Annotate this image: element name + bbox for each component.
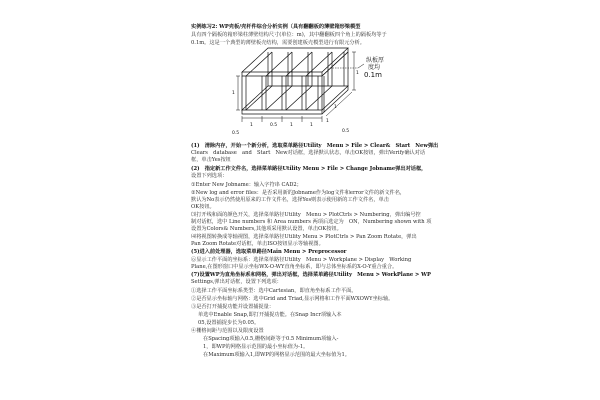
spacing-line-3: 在Maximum项输入1,即WP的网格显示范围的最大坐标值为1。 [203,352,350,358]
step-line-14: Pan Zoom Rotate对话框，单击ISO按钮显示等轴视图。 [191,241,324,247]
figure-label-line-1: 纵板厚 [366,57,385,64]
step-line-15: (5)进入前处理器，选取菜单路径Main Menu > Preprocessor [191,249,347,255]
step-line-19: Settings,弹出对话框，设置下列选项： [191,279,282,285]
intro-line-2: 具有四个隔板的箱形梁柱薄壁结构尺寸(单位：m)，其中翻翻板四个角上的隔板均等于 [191,32,387,38]
step-line-11: 制对话框，选中 Line numbers 和 Area numbers 两项后选定为 ON，Numbering shown with 项 [191,219,432,225]
dim-label-5: 1 [334,105,337,110]
step-line-17: Plane,在图形窗口中显示坐标WX-O-WY直角坐标系，即与总体坐标系的X-O-Y重合重合。 [191,264,398,270]
step-line-8: 默认为No表示仍然使用原来的工作文件名，选择Yes则表示使用新的工作文件名，单击 [191,197,389,203]
intro-line-1: 实例练习2: WP壳板/壳杆件综合分析实例（具有翻翻板的薄壁箱形梁模型 [191,24,361,30]
figure-label-line-2: 度均 [368,64,381,71]
step-line-16: ⑥显示工作平面的坐标系：选择菜单路径Utility Menu > Workplane > Display Working [191,257,412,263]
step-line-7: ②New log and error files：是否采用新的Jobname作为log文件和error文件的新文件名， [191,190,406,196]
step-line-3: 框，单击Yes按钮 [191,157,231,163]
step-line-22: ③是否打开捕捉功能并设置捕捉量： [191,304,275,310]
dim-label-7: 1 [232,91,235,96]
step-line-21: ②是否显示坐标轴与网格：选中Grid and Triad,显示网格和工作平面WXOWY坐标轴。 [191,296,394,302]
spacing-line-2: 1，即WP的网格显示范围的最小坐标值为-1。 [203,344,309,350]
intro-line-3: 0.1m。这是一个典型的薄壁板壳结构，需要创建板壳模型进行有限元分析。 [191,40,365,46]
step-line-12: 设置为Colors& Numbers,其他项采用默认设置，单击OK按钮。 [191,226,342,232]
step-line-9: OK按钮。 [191,204,215,210]
figure-label-line-3: 0.1m [364,71,382,79]
step-line-13: ⑷将视图转换成等轴视图，选择菜单路径Utility Menu > PlotCtrls > Pan Zoom Rotate，弹出 [191,234,417,240]
dim-label-9: 1 [326,119,329,124]
step-line-6: ①Enter New Jobname：输入字符串 CAD2； [191,182,302,188]
box-beam-figure [230,46,390,138]
dim-label-8: 0.5 [232,131,240,136]
step-line-18: (7)设置WP为直角坐标系和网格，弹出对话框，选择菜单路径Utility Menu > WorkPlane > WP [191,272,431,278]
dim-label-10: 0.5 [342,129,350,134]
step-line-2: Clears database and Start New对话框，选择默认状态，单击OK按钮，弹出Verify确认对话 [191,150,426,156]
spacing-line-1: 在Spacing项输入0.5,栅格间距等于0.5 Minimum项输入- [203,336,339,342]
dim-label-2: 0.5 [270,123,278,128]
dim-label-3: 1 [290,123,293,128]
step-line-10: ⑶打开线和面的颜色开关，选择菜单路径Utility Menu > PlotCtrls > Numbering，弹出编号控 [191,212,421,218]
step-line-4: (2) 指定新工作文件名，选择菜单路径Utility Menu > File > Change Jobname弹出对话框， [191,166,427,172]
sub-step-line-2: 05,设置捕捉步长为0.05。 [198,320,260,326]
sub-step-line-3: ④栅格间距与范围以及限度设置 [191,328,264,334]
sub-step-line-1: 单选中Enable Snap,即打开捕捉功能。在Snap Incr项输入本 [198,312,342,318]
dim-label-4: 1 [310,123,313,128]
step-line-5: 设置下列选项： [191,173,228,179]
dim-label-1: 1 [250,123,253,128]
step-line-20: ①选择工作平面坐标系类型：选中Cartesian，即直角坐标系工作平面。 [191,288,357,294]
step-line-1: (1) 清除内存，开始一个新分析，选取菜单路径Utility Menu > File > Clear& Start New弹出 [191,143,439,149]
dim-label-6: 1 [356,71,359,76]
